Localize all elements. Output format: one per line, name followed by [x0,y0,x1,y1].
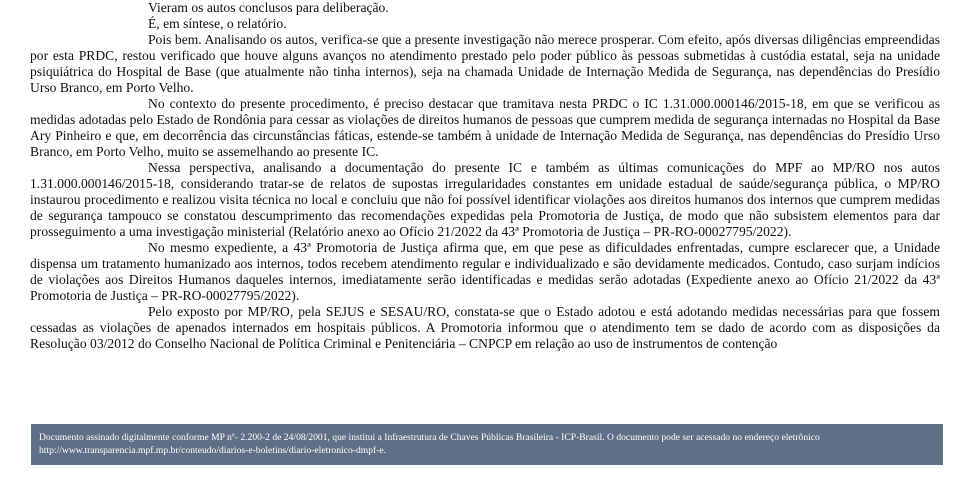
conclusion-line: Vieram os autos conclusos para deliberação. [148,0,389,15]
summary-line: É, em síntese, o relatório. [148,16,287,31]
paragraph-analysis: Pois bem. Analisando os autos, verifica-se que a presente investigação não merece prosperar. Com efeito, após diversas diligências empreendidas por esta PRDC, restou verificado que houve alguns avanços no atendimento prestado pelo poder público às pessoas submetidas à custódia estatal, seja na unidade psiquiátrica do Hospital de Base (que atualmente não tinha internos), seja na chamada Unidade de Internação Medida de Segurança, nas dependências do Presídio Urso Branco, em Porto Velho. [30,32,940,95]
paragraph-perspective: Nessa perspectiva, analisando a documentação do presente IC e também as últimas comunicações do MPF ao MP/RO nos autos 1.31.000.000146/2015-18, considerando tratar-se de relatos de supostas irregularidades constantes em unidade estadual de saúde/segurança pública, o MP/RO instaurou procedimento e realizou visita técnica no local e concluiu que não foi possível identificar violações aos direitos humanos dos internos que cumprem medidas de segurança tampouco se constatou descumprimento das recomendações expedidas pela Promotoria de Justiça, de modo que não subsistem elementos para dar prosseguimento a uma investigação ministerial (Relatório anexo ao Ofício 21/2022 da 43ª Promotoria de Justiça – PR-RO-00027795/2022). [30,160,940,239]
paragraph-context: No contexto do presente procedimento, é preciso destacar que tramitava nesta PRDC o IC 1.31.000.000146/2015-18, em que se verificou as medidas adotadas pelo Estado de Rondônia para cessar as violações de direitos humanos de pessoas que cumprem medida de segurança internadas no Hospital da Base Ary Pinheiro e que, em decorrência das circunstâncias fáticas, estende-se também à unidade de Internação Medida de Segurança, nas dependências do Presídio Urso Branco, em Porto Velho, muito se assemelhando ao presente IC. [30,96,940,159]
paragraph-conclusion: Pelo exposto por MP/RO, pela SEJUS e SESAU/RO, constata-se que o Estado adotou e está adotando medidas necessárias para que fossem cessadas as violações de apenados internados em hospitais públicos. A Promotoria informou que o atendimento tem se dado de acordo com as disposições da Resolução 03/2012 do Conselho Nacional de Política Criminal e Penitenciária – CNPCP em relação ao uso de instrumentos de contenção [30,304,940,351]
digital-signature-footer: Documento assinado digitalmente conforme MP nº- 2.200-2 de 24/08/2001, que institui a Infraestrutura de Chaves Públicas Brasileira - ICP-Brasil. O documento pode ser acessado no endereço eletrônico http://www.transparencia.mpf.mp.br/conteudo/diarios-e-boletins/diario-eletronico-dmpf-e. [31,424,943,465]
paragraph-expedient: No mesmo expediente, a 43ª Promotoria de Justiça afirma que, em que pese as dificuldades enfrentadas, cumpre esclarecer que, a Unidade dispensa um tratamento humanizado aos internos, todos recebem atendimento regular e individualizado e são devidamente medicados. Contudo, caso surjam indícios de violações aos Direitos Humanos daqueles internos, imediatamente serão identificadas e medidas serão adotadas (Expediente anexo ao Ofício 21/2022 da 43ª Promotoria de Justiça – PR-RO-00027795/2022). [30,240,940,303]
document-body [30,0,940,352]
